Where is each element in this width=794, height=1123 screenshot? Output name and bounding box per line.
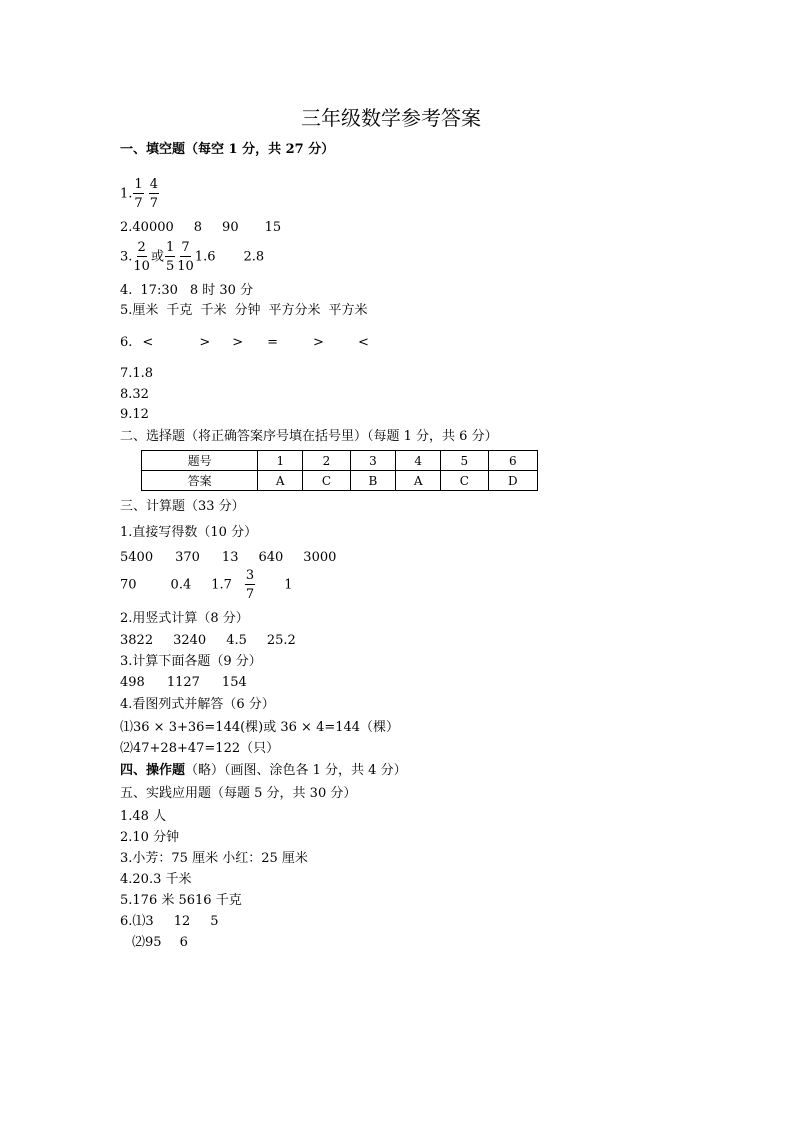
s3-p1-row1: 5400 370 13 640 3000 [120, 550, 337, 565]
section-3-heading: 三、计算题（33 分） [120, 499, 245, 514]
s1-q7: 7.1.8 [120, 366, 154, 381]
table-cell: 题号 [142, 451, 258, 471]
s3-p1-row2: 70 0.4 1.7 $\frac{3}{7}$ 1 [120, 568, 293, 602]
s1-q2: 2.40000 8 90 15 [120, 220, 282, 235]
section-5-heading: 五、实践应用题（每题 5 分，共 30 分） [120, 786, 357, 801]
table-row [142, 471, 538, 491]
s5-a1: 1.48 人 [120, 809, 167, 824]
fraction: $\frac{2}{10}$ [133, 240, 150, 274]
s1-q1-label: 1. [120, 186, 133, 202]
table-cell: 6 [488, 451, 537, 471]
table-cell: B [350, 471, 396, 491]
s5-a2: 2.10 分钟 [120, 830, 180, 845]
s3-p3-values: 498 1127 154 [120, 675, 247, 690]
table-cell: A [396, 471, 441, 491]
fraction: $\frac{1}{5}$ [165, 240, 175, 274]
s1-q6: 6. < > > = > < [120, 335, 369, 350]
fraction: $\frac{3}{7}$ [245, 568, 255, 602]
s5-a4: 4.20.3 千米 [120, 872, 192, 887]
s3-p4-line1: ⑴36 × 3+36=144(棵)或 36 × 4=144（棵） [120, 720, 400, 735]
table-cell: C [303, 471, 350, 491]
s1-q3: 3. $\frac{2}{10}$ 或 $\frac{1}{5}$ $\frac{7}{10}$ 1.6 2.8 [120, 240, 265, 274]
table-cell: 1 [258, 451, 303, 471]
s3-p3-heading: 3.计算下面各题（9 分） [120, 654, 262, 669]
table-row [142, 451, 538, 471]
section-1-heading: 一、填空题（每空 1 分，共 27 分） [120, 142, 335, 157]
section-4-heading: 四、操作题（略）（画图、涂色各 1 分，共 4 分） [120, 763, 407, 778]
answer-table [141, 450, 538, 491]
s1-q9: 9.12 [120, 407, 149, 422]
table-cell: D [488, 471, 537, 491]
s5-a3: 3.小芳：75 厘米 小红：25 厘米 [120, 851, 308, 866]
s1-q1 [120, 178, 160, 210]
fraction: $\frac{4}{7}$ [149, 177, 158, 211]
table-cell: 5 [441, 451, 488, 471]
s5-a6-line1: 6.⑴3 12 5 [120, 914, 219, 929]
s3-p4-line2: ⑵47+28+47=122（只） [120, 741, 280, 756]
page-title: 三年级数学参考答案 [301, 106, 481, 130]
section-2-heading: 二、选择题（将正确答案序号填在括号里）（每题 1 分，共 6 分） [120, 429, 498, 444]
s3-p2-values: 3822 3240 4.5 25.2 [120, 633, 296, 648]
table-cell: 答案 [142, 471, 258, 491]
table-cell: 2 [303, 451, 350, 471]
table-cell: 4 [396, 451, 441, 471]
s3-p4-heading: 4.看图列式并解答（6 分） [120, 697, 275, 712]
table-cell: C [441, 471, 488, 491]
s1-q5: 5.厘米 千克 千米 分钟 平方分米 平方米 [120, 303, 368, 318]
table-cell: A [258, 471, 303, 491]
s3-p2-heading: 2.用竖式计算（8 分） [120, 611, 249, 626]
s1-q4: 4. 17:30 8 时 30 分 [120, 283, 254, 298]
s5-a6-line2: ⑵95 6 [132, 935, 188, 950]
fraction: $\frac{7}{10}$ [177, 240, 194, 274]
s3-p1-heading: 1.直接写得数（10 分） [120, 525, 258, 540]
fraction: $\frac{1}{7}$ [134, 177, 143, 211]
s5-a5: 5.176 米 5616 千克 [120, 893, 242, 908]
table-cell: 3 [350, 451, 396, 471]
s1-q8: 8.32 [120, 387, 149, 402]
